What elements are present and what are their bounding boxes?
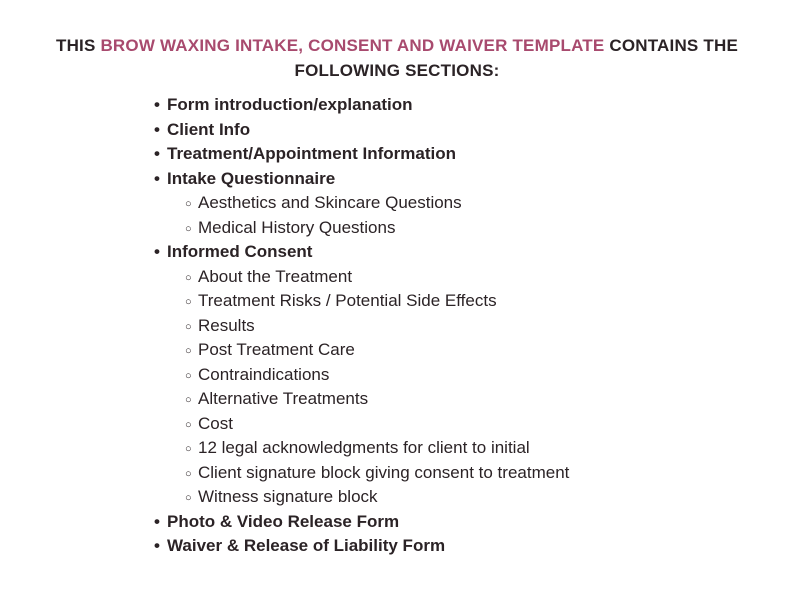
circle-bullet-icon: ○ [185, 345, 192, 357]
heading-suffix: CONTAINS THE [604, 36, 738, 55]
bullet-icon: • [154, 242, 160, 261]
circle-bullet-icon: ○ [185, 198, 192, 210]
subsection-item [154, 289, 569, 314]
section-item [154, 167, 569, 192]
subsection-item [154, 216, 569, 241]
section-item [154, 240, 569, 265]
item-label: Medical History Questions [198, 217, 396, 237]
section-list [154, 93, 569, 559]
heading-line2: FOLLOWING SECTIONS: [294, 60, 500, 80]
item-label: Treatment/Appointment Information [167, 144, 456, 163]
item-label: Alternative Treatments [198, 389, 369, 408]
section-item [154, 93, 569, 118]
item-label: Form introduction/explanation [167, 95, 413, 114]
subsection-item [154, 461, 569, 486]
item-label: Post Treatment Care [198, 340, 355, 359]
circle-bullet-icon: ○ [185, 443, 192, 455]
section-item [154, 510, 569, 535]
bullet-icon: • [154, 95, 160, 114]
item-label: Intake Questionnaire [167, 168, 336, 188]
page-heading [20, 34, 774, 83]
subsection-item [154, 191, 569, 216]
item-label: Client signature block giving consent to treatment [198, 462, 570, 482]
subsection-item [154, 485, 569, 510]
circle-bullet-icon: ○ [185, 492, 192, 504]
item-label: Cost [198, 413, 233, 433]
subsection-item [154, 387, 569, 412]
item-label: About the Treatment [198, 266, 353, 286]
circle-bullet-icon: ○ [185, 320, 192, 333]
circle-bullet-icon: ○ [185, 467, 192, 480]
item-label: Witness signature block [198, 487, 378, 506]
subsection-item [154, 363, 569, 388]
item-label: Client Info [167, 119, 251, 139]
bullet-icon: • [154, 168, 160, 188]
circle-bullet-icon: ○ [185, 271, 192, 284]
heading-prefix: THIS [56, 36, 101, 55]
item-label: Aesthetics and Skincare Questions [198, 193, 462, 212]
bullet-icon: • [154, 511, 160, 531]
circle-bullet-icon: ○ [185, 296, 192, 308]
bullet-icon: • [154, 144, 160, 163]
section-item [154, 118, 569, 143]
bullet-icon: • [154, 119, 160, 139]
item-label: Contraindications [198, 364, 330, 384]
item-label: 12 legal acknowledgments for client to initial [198, 438, 530, 457]
subsection-item [154, 314, 569, 339]
section-item [154, 142, 569, 167]
bullet-icon: • [154, 536, 160, 555]
subsection-item [154, 338, 569, 363]
circle-bullet-icon: ○ [185, 222, 192, 235]
subsection-item [154, 436, 569, 461]
item-label: Photo & Video Release Form [167, 511, 400, 531]
item-label: Results [198, 315, 255, 335]
subsection-item [154, 412, 569, 437]
item-label: Informed Consent [167, 242, 313, 261]
subsection-item [154, 265, 569, 290]
item-label: Waiver & Release of Liability Form [167, 536, 446, 555]
circle-bullet-icon: ○ [185, 418, 192, 431]
circle-bullet-icon: ○ [185, 394, 192, 406]
heading-accent: BROW WAXING INTAKE, CONSENT AND WAIVER TEMPLATE [100, 36, 605, 55]
circle-bullet-icon: ○ [185, 369, 192, 382]
section-item [154, 534, 569, 559]
item-label: Treatment Risks / Potential Side Effects [198, 291, 497, 310]
